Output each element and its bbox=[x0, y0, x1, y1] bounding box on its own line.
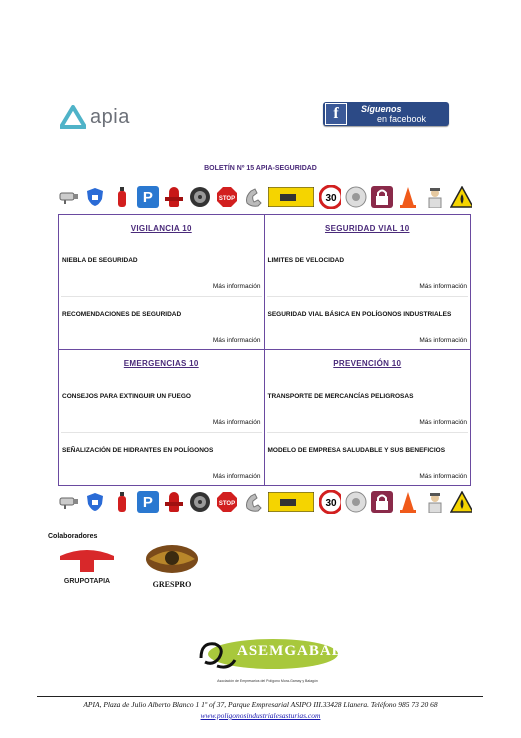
icon-strip-top bbox=[58, 184, 472, 210]
smoke-detector-icon bbox=[345, 186, 367, 208]
stop-sign-icon bbox=[216, 186, 238, 208]
grespro-text: GRESPRO bbox=[152, 580, 192, 589]
more-info-link[interactable]: Más información bbox=[419, 337, 467, 344]
cctv-camera-icon bbox=[58, 491, 80, 513]
section-title-prevencion[interactable]: PREVENCIÓN 10 bbox=[333, 359, 402, 368]
more-info-link[interactable]: Más información bbox=[212, 283, 261, 290]
fire-hydrant-icon bbox=[163, 186, 185, 208]
item-title[interactable]: SEGURIDAD VIAL BÁSICA EN POLÍGONOS INDUSTRIALES bbox=[267, 311, 452, 318]
security-shield-icon bbox=[84, 491, 106, 513]
more-info-link[interactable]: Más información bbox=[212, 337, 261, 344]
traffic-cone-icon bbox=[397, 491, 419, 513]
security-guard-icon bbox=[424, 491, 446, 513]
smoke-detector-icon bbox=[345, 491, 367, 513]
phone-icon bbox=[242, 491, 264, 513]
footer-divider bbox=[37, 696, 483, 697]
section-prevencion bbox=[265, 350, 471, 485]
asemgabal-logo[interactable] bbox=[195, 636, 343, 686]
traffic-cone-icon bbox=[397, 186, 419, 208]
section-vigilancia bbox=[59, 215, 265, 350]
item-title[interactable]: NIEBLA DE SEGURIDAD bbox=[62, 257, 138, 264]
divider bbox=[267, 296, 469, 297]
svg-text:30: 30 bbox=[324, 193, 337, 204]
section-title-vigilancia[interactable]: VIGILANCIA 10 bbox=[130, 224, 192, 233]
item-title[interactable]: LIMITES DE VELOCIDAD bbox=[267, 257, 345, 264]
section-title-emergencias[interactable]: EMERGENCIAS 10 bbox=[123, 359, 199, 368]
cctv-warning-sign-icon bbox=[268, 186, 314, 208]
cctv-camera-icon bbox=[58, 186, 80, 208]
more-info-link[interactable]: Más información bbox=[419, 473, 467, 480]
section-seguridad-vial bbox=[265, 215, 471, 350]
item-title[interactable]: MODELO DE EMPRESA SALUDABLE Y SUS BENEFICIOS bbox=[267, 447, 446, 454]
divider bbox=[61, 296, 262, 297]
asemgabal-subtitle: Asociación de Empresarios del Polígono Mora-Gamay y Balagón bbox=[217, 679, 318, 683]
grupotapia-mark-icon bbox=[58, 546, 116, 572]
asemgabal-text: ASEMGABAL bbox=[237, 643, 343, 659]
safe-vault-icon bbox=[189, 491, 211, 513]
apia-logo bbox=[60, 102, 140, 132]
footer-address: APIA, Plaza de Julio Alberto Blanco 1 1º of 37, Parque Empresarial ASIPO III.33428 Llanera. Teléfono 985 73 20 68 bbox=[83, 700, 438, 709]
item-title[interactable]: CONSEJOS PARA EXTINGUIR UN FUEGO bbox=[62, 393, 191, 400]
facebook-label-line1: Síguenos bbox=[361, 104, 402, 114]
padlock-icon bbox=[371, 186, 393, 208]
grespro-logo[interactable] bbox=[143, 541, 201, 589]
stop-sign-icon bbox=[216, 491, 238, 513]
more-info-link[interactable]: Más información bbox=[212, 419, 261, 426]
fire-hazard-sign-icon bbox=[450, 186, 472, 208]
svg-text:30: 30 bbox=[324, 498, 337, 509]
more-info-link[interactable]: Más información bbox=[419, 283, 467, 290]
security-shield-icon bbox=[84, 186, 106, 208]
section-emergencias bbox=[59, 350, 265, 485]
facebook-label-line2: en facebook bbox=[377, 114, 427, 124]
facebook-icon: f bbox=[325, 103, 347, 125]
security-guard-icon bbox=[424, 186, 446, 208]
apia-logo-text: apia bbox=[90, 105, 130, 128]
speed-limit-30-icon bbox=[319, 491, 341, 513]
item-title[interactable]: SEÑALIZACIÓN DE HIDRANTES EN POLÍGONOS bbox=[62, 447, 214, 454]
divider bbox=[61, 432, 262, 433]
icon-strip-bottom bbox=[58, 489, 472, 515]
grupotapia-text: GRUPOTAPIA bbox=[63, 578, 111, 585]
item-title[interactable]: RECOMENDACIONES DE SEGURIDAD bbox=[62, 311, 182, 318]
apia-triangle-icon bbox=[60, 105, 86, 129]
svg-text:STOP: STOP bbox=[218, 501, 235, 507]
fire-hydrant-icon bbox=[163, 491, 185, 513]
parking-sign-icon: P bbox=[137, 491, 159, 513]
fire-extinguisher-icon bbox=[111, 186, 133, 208]
fire-hazard-sign-icon bbox=[450, 491, 472, 513]
svg-text:STOP: STOP bbox=[218, 196, 235, 202]
bulletin-title: BOLETÍN Nº 15 APIA-SEGURIDAD bbox=[204, 165, 317, 172]
safe-vault-icon bbox=[189, 186, 211, 208]
more-info-link[interactable]: Más información bbox=[212, 473, 261, 480]
fire-extinguisher-icon bbox=[111, 491, 133, 513]
cctv-warning-sign-icon bbox=[268, 491, 314, 513]
collaborators-label: Colaboradores bbox=[48, 533, 98, 540]
section-title-seguridad-vial[interactable]: SEGURIDAD VIAL 10 bbox=[324, 224, 410, 233]
facebook-follow-button[interactable] bbox=[323, 102, 449, 126]
speed-limit-30-icon bbox=[319, 186, 341, 208]
more-info-link[interactable]: Más información bbox=[419, 419, 467, 426]
grupotapia-logo[interactable] bbox=[58, 546, 116, 585]
item-title[interactable]: TRANSPORTE DE MERCANCÍAS PELIGROSAS bbox=[267, 393, 414, 400]
padlock-icon bbox=[371, 491, 393, 513]
divider bbox=[267, 432, 469, 433]
grespro-emblem-icon bbox=[143, 541, 201, 575]
phone-icon bbox=[242, 186, 264, 208]
sections-grid bbox=[58, 214, 471, 486]
footer-website-link[interactable]: www.poligonosindustrialesasturias.com bbox=[200, 711, 321, 720]
parking-sign-icon: P bbox=[137, 186, 159, 208]
